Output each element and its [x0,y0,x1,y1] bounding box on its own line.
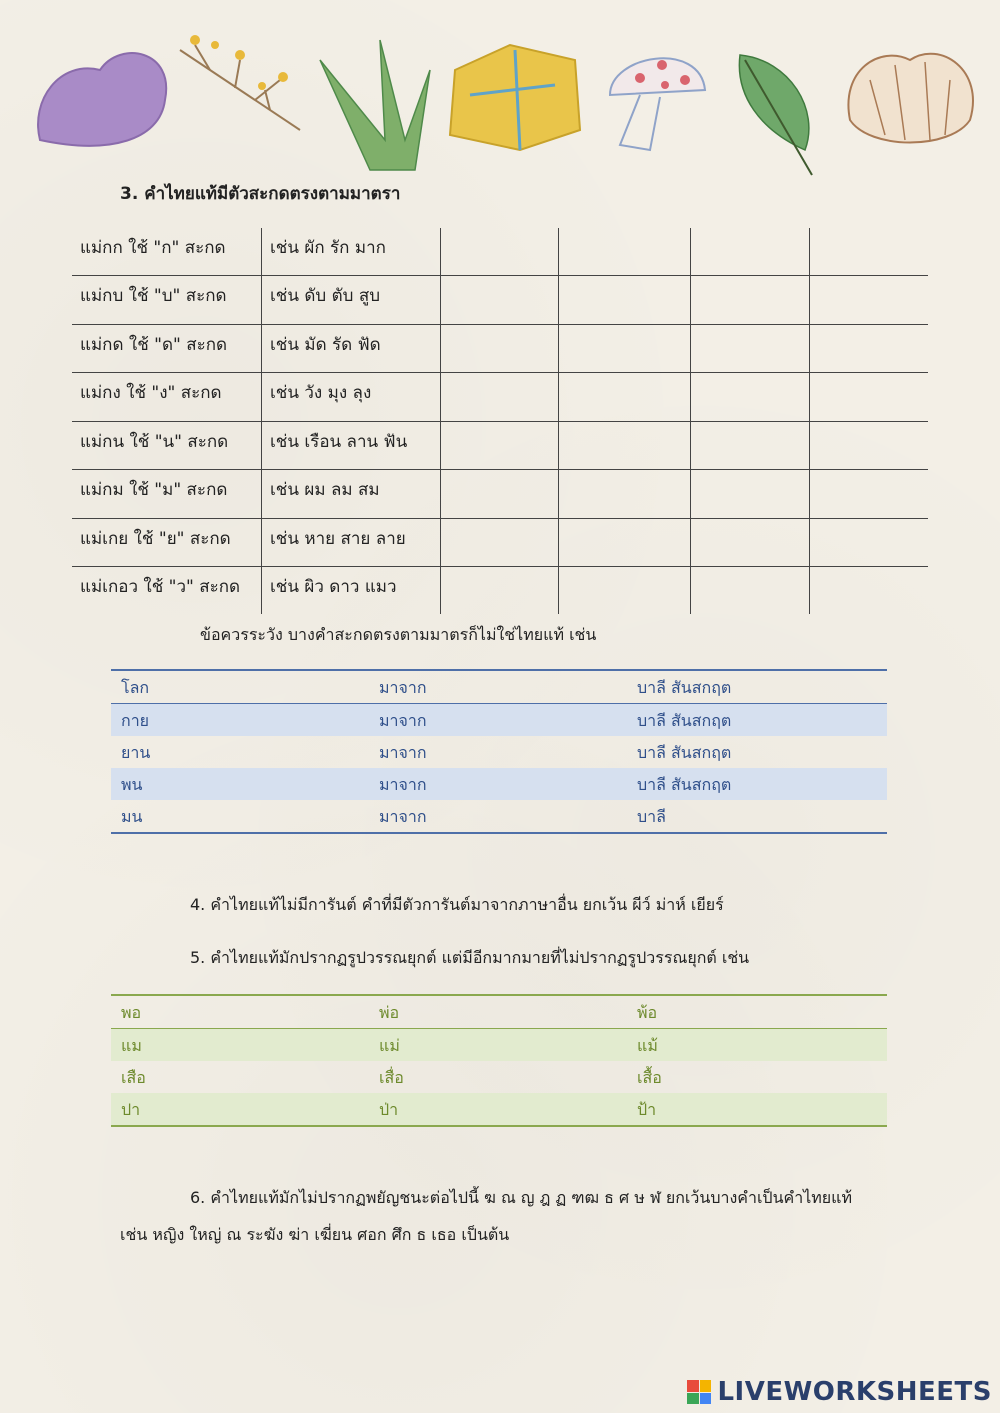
section6-line2: เช่น หญิง ใหญ่ ณ ระฆัง ฆ่า เฆี่ยน ศอก ศึก ธ เธอ เป็นต้น [120,1225,510,1244]
liveworksheets-logo[interactable] [687,1377,992,1407]
section4-text: 4. คำไทยแท้ไม่มีการันต์ คำที่มีตัวการันต์มาจากภาษาอื่น ยกเว้น ผีว์ ม่าห์ เยียร์ [190,895,724,914]
matra-label: แม่กก ใช้ "ก" สะกด [80,238,226,258]
brand-name: LIVEWORKSHEETS [717,1377,992,1407]
word-cell: ยาน [121,743,151,762]
tone-cell: แม้ [637,1036,658,1055]
matra-table [72,228,928,614]
matra-label: แม่เกย ใช้ "ย" สะกด [80,529,231,549]
section6-line1: 6. คำไทยแท้มักไม่ปรากฏพยัญชนะต่อไปนี้ ฆ ณ ญ ฎ ฏ ฑฒ ธ ศ ษ ฬ ยกเว้นบางคำเป็นคำไทยแท้ [190,1188,853,1207]
table-row [111,1029,887,1061]
tone-cell: พ้อ [637,1003,658,1022]
tone-cell: พ่อ [379,1003,400,1022]
matra-label: แม่กง ใช้ "ง" สะกด [80,383,222,403]
tone-cell: พอ [121,1003,142,1022]
table-row [72,519,928,567]
language-cell: บาลี สันสกฤต [637,775,732,794]
matra-examples: เช่น หาย สาย ลาย [270,529,406,549]
from-cell: มาจาก [379,743,427,762]
language-cell: บาลี สันสกฤต [637,743,732,762]
grass-icon [320,40,430,170]
matra-label: แม่กม ใช้ "ม" สะกด [80,480,228,500]
caution-note: ข้อควรระวัง บางคำสะกดตรงตามมาตรก็ไม่ใช่ไทยแท้ เช่น [200,625,597,644]
heart-cookie-icon [38,53,166,146]
from-cell: มาจาก [379,711,427,730]
word-cell: พน [121,775,143,794]
shell-icon [848,54,973,143]
tone-cell: ป่า [379,1100,399,1119]
table-row [111,736,887,768]
language-cell: บาลี [637,807,666,826]
table-row [111,996,887,1029]
tone-table [111,994,887,1127]
mushroom-icon [610,58,705,150]
section5-text: 5. คำไทยแท้มักปรากฏรูปวรรณยุกต์ แต่มีอีกมากมายที่ไม่ปรากฏรูปวรรณยุกต์ เช่น [190,948,750,967]
tone-cell: ปา [121,1100,141,1119]
from-cell: มาจาก [379,678,427,697]
word-cell: โลก [121,678,150,697]
matra-examples: เช่น ผิว ดาว แมว [270,577,397,597]
table-row [72,470,928,518]
table-row [111,1061,887,1093]
table-row [111,704,887,736]
word-cell: มน [121,807,143,826]
matra-label: แม่กด ใช้ "ด" สะกด [80,335,228,355]
decorative-header [0,0,1000,180]
liveworksheets-icon [687,1380,711,1404]
matra-examples: เช่น ผม ลม สม [270,480,380,500]
section3-heading: 3. คำไทยแท้มีตัวสะกดตรงตามมาตรา [120,184,401,204]
matra-examples: เช่น ผัก รัก มาก [270,238,386,258]
matra-examples: เช่น ดับ ตับ สูบ [270,286,381,306]
matra-label: แม่กน ใช้ "น" สะกด [80,432,229,452]
cube-icon [450,45,580,150]
matra-examples: เช่น วัง มุง ลุง [270,383,372,403]
tone-cell: เสื้อ [637,1068,662,1087]
from-cell: มาจาก [379,807,427,826]
table-row [72,276,928,324]
tone-cell: เสื่อ [379,1068,404,1087]
origin-table [111,669,887,834]
table-row [72,422,928,470]
word-cell: กาย [121,711,150,730]
table-row [111,1093,887,1125]
berry-branch-icon [180,35,300,130]
table-row [72,228,928,276]
matra-label: แม่เกอว ใช้ "ว" สะกด [80,577,241,597]
table-row [72,325,928,373]
matra-examples: เช่น มัด รัด ฟัด [270,335,381,355]
language-cell: บาลี สันสกฤต [637,678,732,697]
table-row [111,671,887,704]
tone-cell: ป้า [637,1100,657,1119]
table-row [111,800,887,832]
tone-cell: แม่ [379,1036,400,1055]
table-row [72,373,928,421]
leaf-icon [739,55,812,175]
language-cell: บาลี สันสกฤต [637,711,732,730]
matra-examples: เช่น เรือน ลาน ฟัน [270,432,408,452]
matra-label: แม่กบ ใช้ "บ" สะกด [80,286,227,306]
tone-cell: เสือ [121,1068,146,1087]
from-cell: มาจาก [379,775,427,794]
table-row [72,567,928,615]
tone-cell: แม [121,1036,142,1055]
table-row [111,768,887,800]
